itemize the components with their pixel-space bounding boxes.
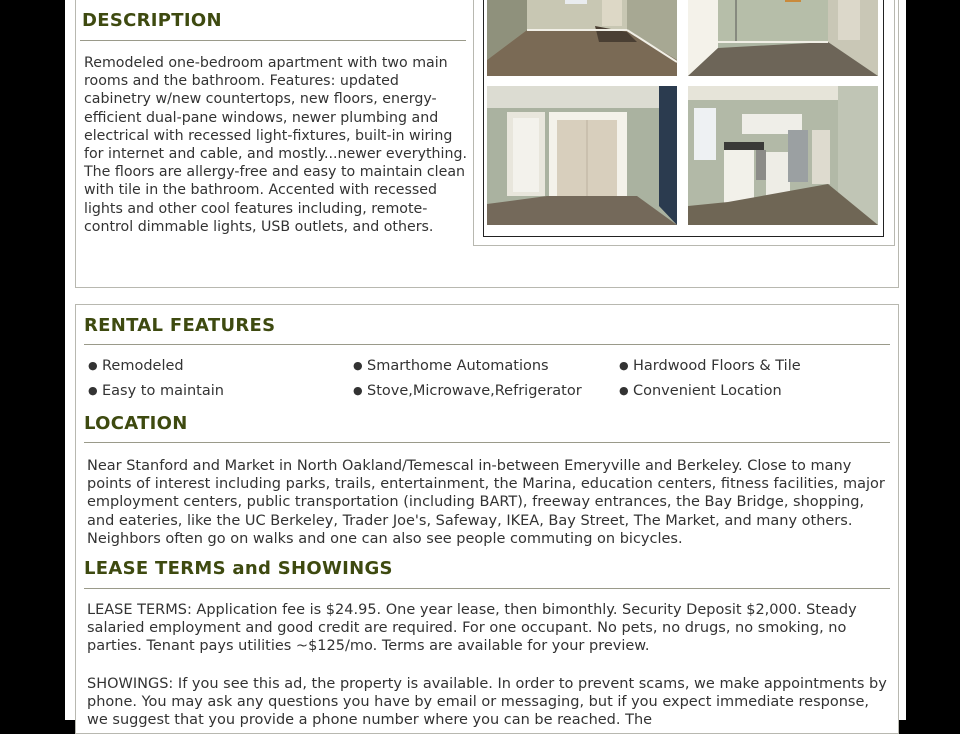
photo-kitchen[interactable] [688,86,878,225]
feature-item: ● Smarthome Automations [353,358,549,374]
lease-divider [84,588,890,589]
bullet-icon: ● [88,359,98,372]
rental-features-divider [84,344,890,345]
feature-item: ● Hardwood Floors & Tile [619,358,801,374]
location-heading: LOCATION [84,413,188,434]
feature-item: ● Remodeled [88,358,184,374]
photo-bedroom[interactable] [688,0,878,76]
location-divider [84,442,890,443]
bullet-icon: ● [353,359,363,372]
photo-living-room[interactable] [487,0,677,76]
bullet-icon: ● [88,384,98,397]
description-divider [80,40,466,41]
description-panel [75,0,899,288]
photo-gallery [473,0,895,246]
rental-features-heading: RENTAL FEATURES [84,315,276,336]
lease-heading: LEASE TERMS and SHOWINGS [84,558,393,579]
photo-frame [483,0,884,237]
description-text: Remodeled one-bedroom apartment with two main rooms and the bathroom. Features: updated cabinetry w/new countertops, new floors, energy-efficient dual-pane windows, newer plumbing and electrical with recessed light-fixtures, built-in wiring for internet and cable, and mostly...newer everything. The floors are allergy-free and easy to maintain clean with tile in the bathroom. Accented with recessed lights and other cool features including, remote-control dimmable lights, USB outlets, and others. [84,55,467,235]
bullet-icon: ● [619,384,629,397]
feature-item: ● Stove,Microwave,Refrigerator [353,383,582,399]
details-panel [75,304,899,734]
location-text: Near Stanford and Market in North Oakland/Temescal in-between Emeryville and Berkeley. Close to many points of interest including parks, trails, entertainment, the Marina, education centers, fitness facilities, major employment centers, public transportation (including BART), freeway entrances, the Bay Bridge, shopping, and eateries, like the UC Berkeley, Trader Joe's, Safeway, IKEA, Bay Street, The Market, and many others. Neighbors often go on walks and one can also see people commuting on bicycles. [87,458,885,547]
bullet-icon: ● [619,359,629,372]
feature-item: ● Convenient Location [619,383,782,399]
lease-terms-text: LEASE TERMS: Application fee is $24.95. One year lease, then bimonthly. Security Deposit $2,000. Steady salaried employment and good credit are required. For one occupant. No pets, no drugs, no smoking, no parties. Tenant pays utilities ~$125/mo. Terms are available for your preview. [87,602,857,655]
listing-page [65,0,906,729]
showings-text: SHOWINGS: If you see this ad, the property is available. In order to prevent scams, we make appointments by phone. You may ask any questions you have by email or messaging, but if you expect immediate response, we suggest that you provide a phone number where you can be reached. The [87,676,887,729]
feature-item: ● Easy to maintain [88,383,224,399]
description-heading: DESCRIPTION [82,10,222,31]
photo-closet[interactable] [487,86,677,225]
bullet-icon: ● [353,384,363,397]
